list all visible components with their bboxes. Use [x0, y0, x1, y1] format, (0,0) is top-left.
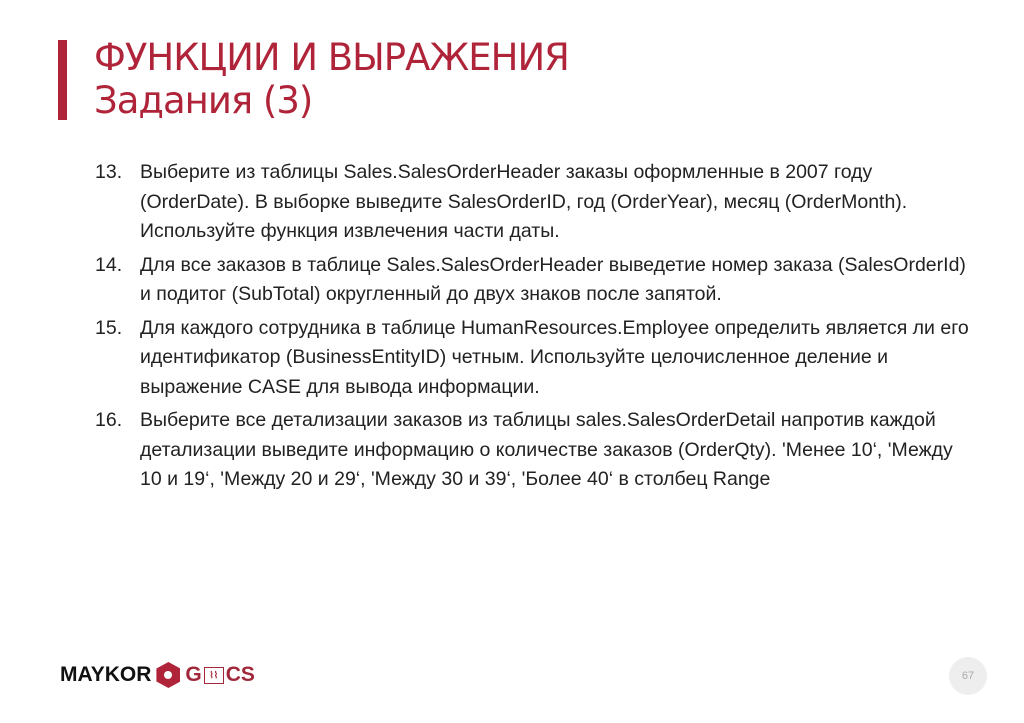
task-text: Для все заказов в таблице Sales.SalesOrderHeader выведетие номер заказа (SalesOrderId) и подитог (SubTotal) округленный до двух знаков после запятой. [140, 253, 966, 305]
title-sub: Задания (3) [94, 79, 313, 122]
hexagon-logo-icon [156, 662, 180, 688]
maykor-gmcs-logo [60, 662, 255, 688]
task-number: 15. [95, 316, 123, 339]
task-item [95, 158, 975, 247]
task-list [95, 158, 975, 499]
task-text: Для каждого сотрудника в таблице HumanResources.Employee определить является ли его идентификатор (BusinessEntityID) четным. Используйте целочисленное деление и выражение CASE для вывода информации. [140, 316, 969, 398]
task-number: 13. [95, 161, 123, 183]
logo-g: G [185, 663, 202, 686]
logo-cs: CS [225, 663, 255, 686]
slide-title [94, 36, 569, 122]
task-text: Выберите из таблицы Sales.SalesOrderHeader заказы оформленные в 2007 году (OrderDate). В выборке выведите SalesOrderID, год (OrderYear), месяц (OrderMonth). Используйте функция извлечения части даты. [140, 161, 908, 242]
logo-gmcs [185, 663, 255, 687]
title-main: ФУНКЦИИ И ВЫРАЖЕНИЯ [94, 36, 569, 79]
task-item [95, 406, 975, 495]
logo-maykor-text: MAYKOR [60, 663, 152, 686]
task-item [95, 314, 975, 403]
accent-bar [58, 40, 67, 120]
task-item [95, 251, 975, 310]
task-number: 14. [95, 253, 123, 276]
task-number: 16. [95, 409, 123, 431]
logo-mountain-icon: ⌇⌇ [204, 667, 224, 684]
task-text: Выберите все детализации заказов из таблицы sales.SalesOrderDetail напротив каждой детализации выведите информацию о количестве заказов (OrderQty). 'Менее 10‘, 'Между 10 и 19‘, 'Между 20 и 29‘, 'Между 30 и 39‘, 'Более 40‘ в столбец Range [140, 409, 953, 490]
page-number: 67 [949, 657, 987, 695]
